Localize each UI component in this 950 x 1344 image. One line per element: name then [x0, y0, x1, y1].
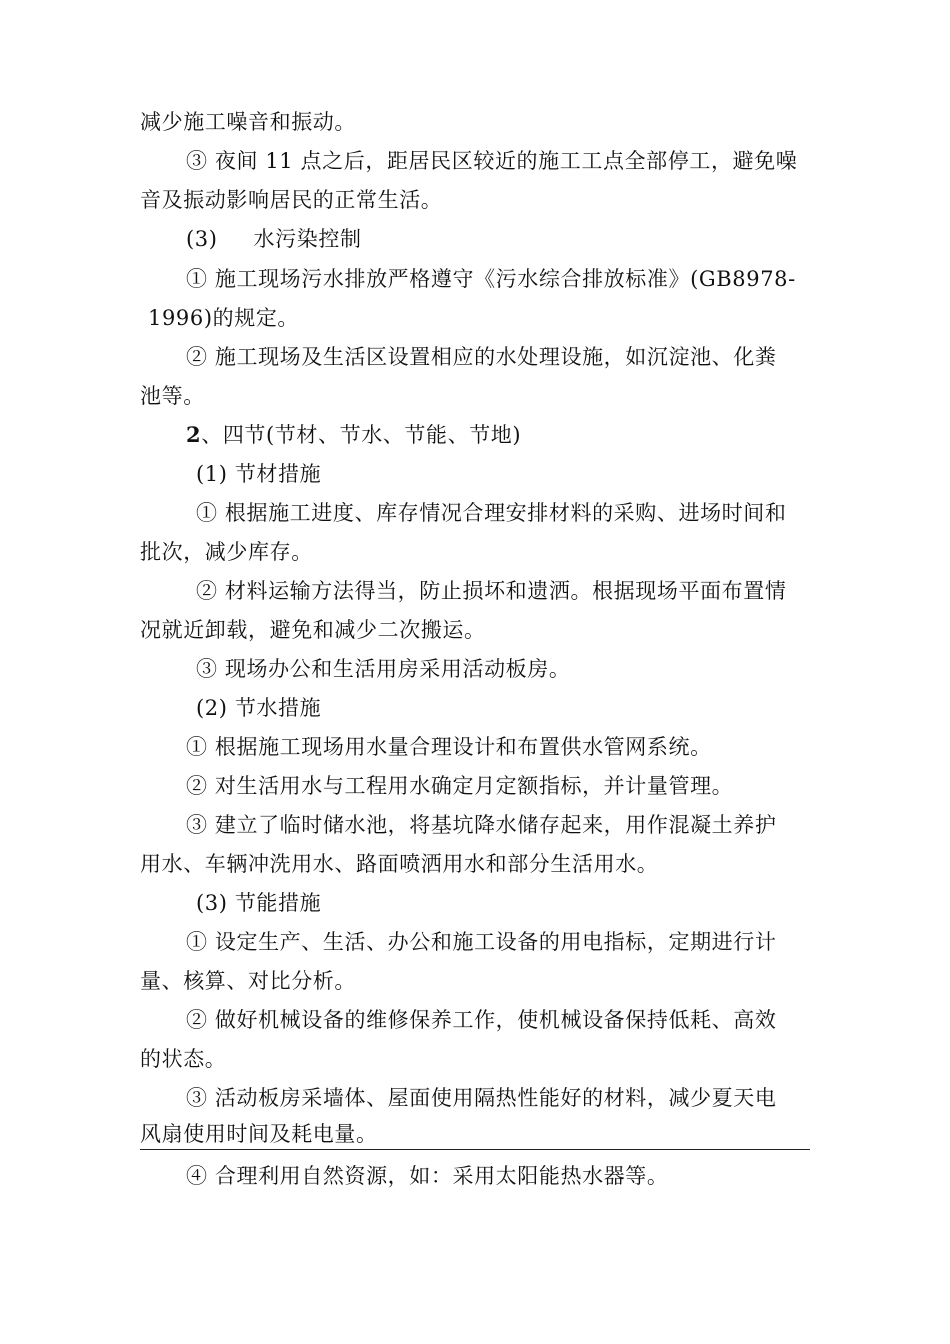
- section-heading: [186, 420, 521, 450]
- section-number: 2: [186, 422, 202, 447]
- subsection-heading: (2) 节水措施: [196, 696, 322, 720]
- subsection-heading: (3) 节能措施: [196, 891, 322, 915]
- text-line: ③ 夜间 11 点之后，距居民区较近的施工工点全部停工，避免噪: [186, 149, 798, 173]
- text-line: 1996)的规定。: [148, 306, 300, 330]
- text-line: 量、核算、对比分析。: [140, 969, 356, 993]
- text-line: ① 设定生产、生活、办公和施工设备的用电指标，定期进行计: [186, 930, 777, 954]
- text-line: 况就近卸载，避免和减少二次搬运。: [140, 618, 486, 642]
- subsection-heading: (1) 节材措施: [196, 462, 322, 486]
- horizontal-rule: [140, 1149, 810, 1150]
- section-heading: [186, 224, 362, 254]
- text-line: 风扇使用时间及耗电量。: [140, 1122, 378, 1146]
- text-line: 用水、车辆冲洗用水、路面喷洒用水和部分生活用水。: [140, 852, 659, 876]
- section-number: (3): [186, 227, 218, 251]
- text-line: ① 根据施工现场用水量合理设计和布置供水管网系统。: [186, 735, 712, 759]
- text-line: ② 做好机械设备的维修保养工作，使机械设备保持低耗、高效: [186, 1008, 777, 1032]
- text-line: ④ 合理利用自然资源，如：采用太阳能热水器等。: [186, 1164, 669, 1188]
- text-line: ③ 现场办公和生活用房采用活动板房。: [196, 657, 571, 681]
- text-line: ② 施工现场及生活区设置相应的水处理设施，如沉淀池、化粪: [186, 345, 777, 369]
- text-line: 的状态。: [140, 1047, 227, 1071]
- text-line: 音及振动影响居民的正常生活。: [140, 188, 443, 212]
- section-title: 水污染控制: [253, 227, 362, 251]
- text-line: ① 根据施工进度、库存情况合理安排材料的采购、进场时间和: [196, 501, 787, 525]
- text-line: 池等。: [140, 384, 205, 408]
- section-title: 、四节(节材、节水、节能、节地): [201, 423, 522, 447]
- text-line: 批次，减少库存。: [140, 540, 313, 564]
- text-line: ③ 建立了临时储水池，将基坑降水储存起来，用作混凝土养护: [186, 813, 777, 837]
- text-line: ① 施工现场污水排放严格遵守《污水综合排放标准》(GB8978-: [186, 267, 796, 291]
- text-line: ② 材料运输方法得当，防止损坏和遗洒。根据现场平面布置情: [196, 579, 787, 603]
- text-line: 减少施工噪音和振动。: [140, 110, 356, 134]
- text-line: ② 对生活用水与工程用水确定月定额指标，并计量管理。: [186, 774, 734, 798]
- text-line: ③ 活动板房采墙体、屋面使用隔热性能好的材料，减少夏天电: [186, 1086, 777, 1110]
